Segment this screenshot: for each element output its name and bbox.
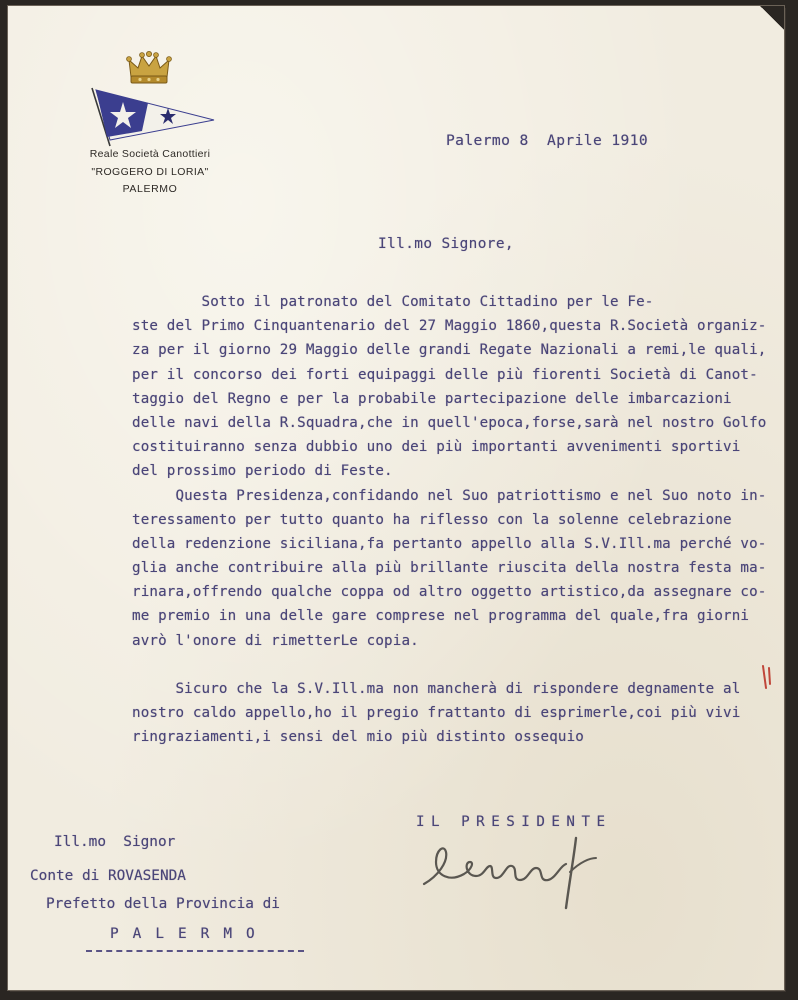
addressee-role: Prefetto della Provincia di: [46, 896, 280, 912]
pennant-flag-icon: [90, 84, 216, 148]
address-underline: [86, 950, 304, 952]
letter-body: [132, 290, 784, 750]
body-line: glia anche contribuire alla più brillante riuscita della nostra festa ma-: [132, 560, 767, 577]
salutation: Ill.mo Signore,: [378, 236, 514, 252]
red-pencil-mark: [760, 664, 774, 690]
crown-icon: [126, 50, 172, 86]
body-line: taggio del Regno e per la probabile partecipazione delle imbarcazioni: [132, 390, 732, 407]
addressee-city: PALERMO: [110, 926, 269, 942]
body-line: costituiranno senza dubbio uno dei più importanti avvenimenti sportivi: [132, 439, 741, 456]
body-line: per il concorso dei forti equipaggi delle più fiorenti Società di Canot-: [132, 366, 758, 383]
letter-sheet: [8, 6, 784, 990]
letterhead: [64, 50, 234, 200]
addressee-name: Conte di ROVASENDA: [30, 868, 186, 884]
body-line: nostro caldo appello,ho il pregio frattanto di esprimerle,coi più vivi: [132, 705, 741, 722]
body-line: ringraziamenti,i sensi del mio più distinto ossequio: [132, 729, 584, 746]
body-line: Sotto il patronato del Comitato Cittadino per le Fe-: [132, 294, 654, 310]
society-name: Reale Società Canottieri: [89, 148, 211, 160]
torn-corner: [760, 6, 784, 30]
body-line: della redenzione siciliana,fa pertanto appello alla S.V.Ill.ma perché vo-: [132, 535, 767, 552]
body-line: rinara,offrendo qualche coppa od altro oggetto artistico,da assegnare co-: [132, 584, 767, 601]
body-line: Sicuro che la S.V.Ill.ma non mancherà di rispondere degnamente al: [132, 681, 741, 697]
body-line: delle navi della R.Squadra,che in quell'epoca,forse,sarà nel nostro Golfo: [132, 414, 767, 431]
body-line: del prossimo periodo di Feste.: [132, 463, 393, 480]
body-line: avrò l'onore di rimetterLe copia.: [132, 632, 419, 649]
paragraph-gap: [132, 653, 784, 677]
body-line: ste del Primo Cinquantenario del 27 Maggio 1860,questa R.Società organiz-: [132, 318, 767, 335]
society-subtitle: "ROGGERO DI LORIA": [91, 166, 209, 178]
body-line: teressamento per tutto quanto ha riflesso con la solenne celebrazione: [132, 511, 732, 528]
body-line: za per il giorno 29 Maggio delle grandi Regate Nazionali a remi,le quali,: [132, 342, 767, 359]
letter-date: Palermo 8 Aprile 1910: [446, 132, 649, 149]
addressee-title: Ill.mo Signor: [54, 834, 176, 850]
body-line: Questa Presidenza,confidando nel Suo patriottismo e nel Suo noto in-: [132, 487, 767, 504]
body-line: me premio in una delle gare comprese nel programma del quale,fra giorni: [132, 608, 750, 625]
society-city: PALERMO: [122, 183, 178, 195]
closing-title: IL PRESIDENTE: [416, 814, 612, 830]
handwritten-signature: [420, 832, 610, 912]
